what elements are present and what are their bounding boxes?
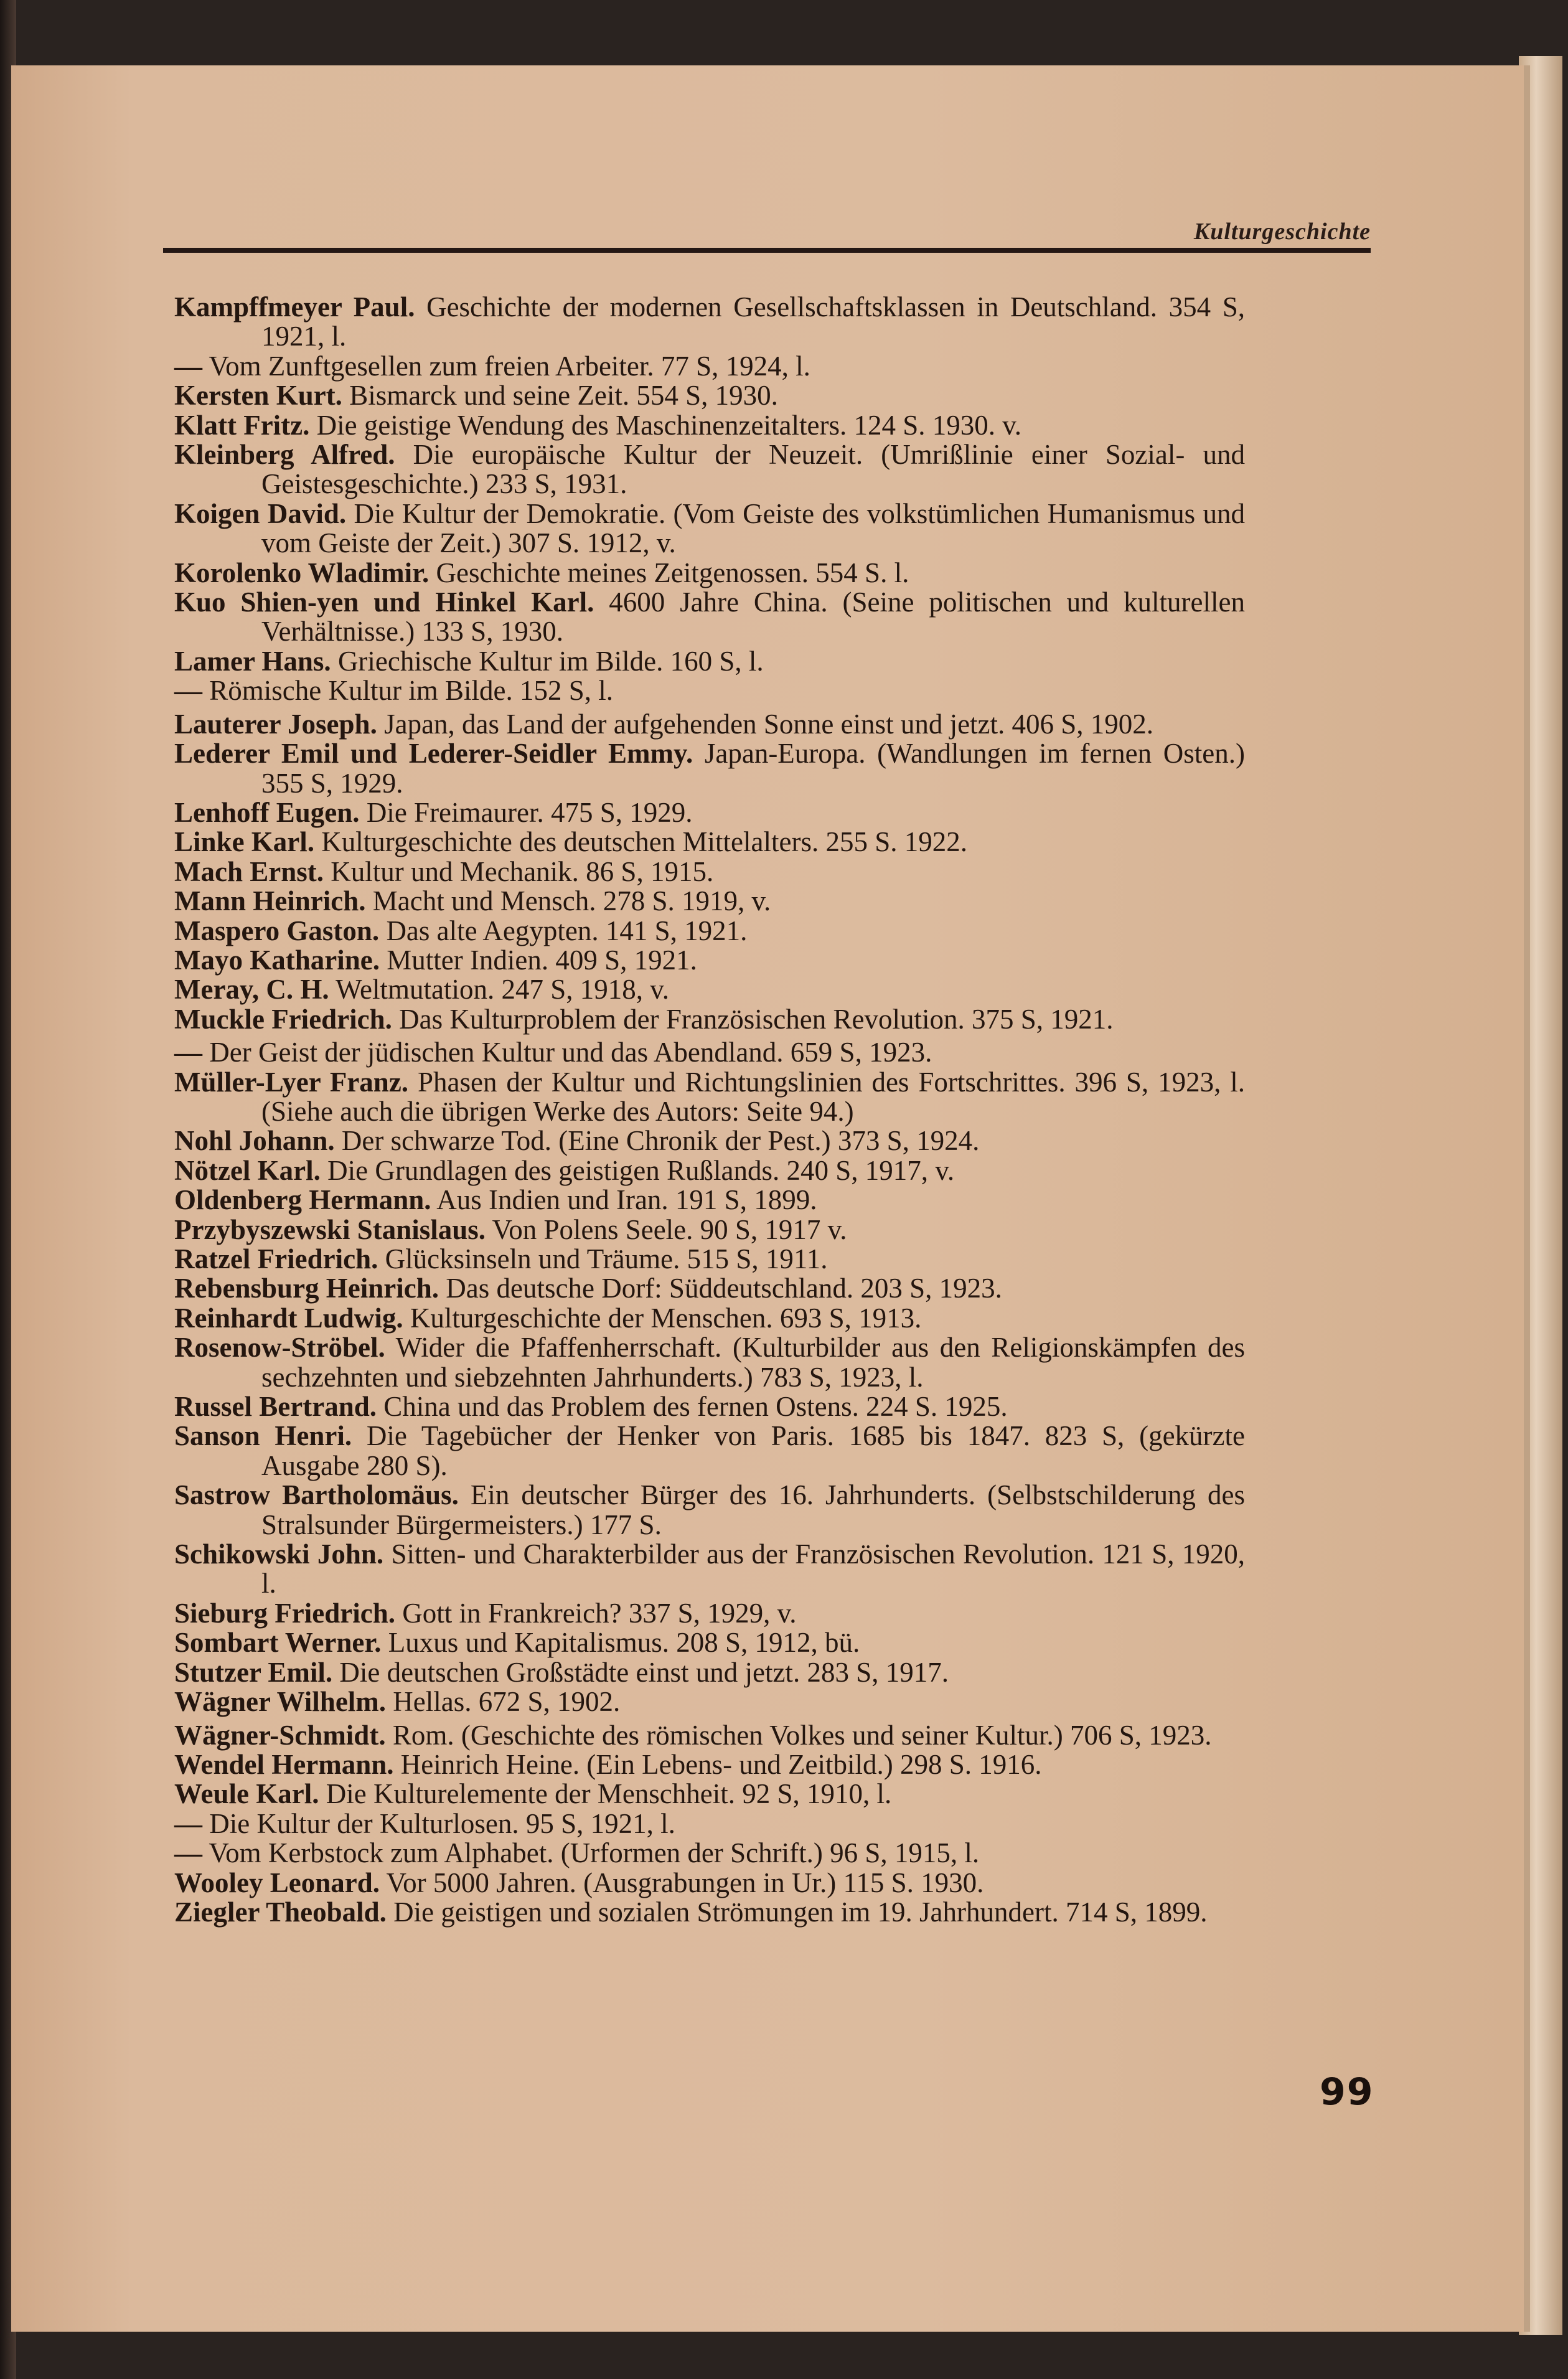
entry-text: Die Kulturelemente der Menschheit. 92 S, 1910, l.: [319, 1778, 892, 1810]
entry-author: Maspero Gaston.: [174, 915, 380, 946]
entry-text: Die Grundlagen des geistigen Rußlands. 240 S, 1917, v.: [320, 1154, 955, 1186]
bibliography-entry: [174, 1185, 1245, 1215]
bibliography-entry: [174, 352, 1245, 381]
entry-text: Japan-Europa. (Wandlungen im fernen Osten.) 355 S, 1929.: [261, 738, 1245, 799]
entry-author: Rebensburg Heinrich.: [174, 1273, 439, 1304]
entry-author: Korolenko Wladimir.: [174, 557, 430, 588]
entry-text: Kulturgeschichte des deutschen Mittelalters. 255 S. 1922.: [314, 826, 968, 858]
entry-text: Sitten- und Charakterbilder aus der Französischen Revolution. 121 S, 1920, l.: [261, 1538, 1245, 1599]
entry-author: Koigen David.: [174, 497, 347, 529]
entry-author: Lederer Emil und Lederer-Seidler Emmy.: [174, 738, 693, 770]
entry-text: Die deutschen Großstädte einst und jetzt. 283 S, 1917.: [332, 1656, 949, 1688]
entry-author: Kampffmeyer Paul.: [174, 291, 415, 323]
running-header: [163, 218, 1371, 255]
entry-author: Meray, C. H.: [174, 974, 329, 1006]
bibliography-entry: [174, 857, 1245, 887]
bibliography-entry: [174, 975, 1245, 1004]
bibliography-entry: [174, 1628, 1245, 1657]
entry-author: —: [174, 1837, 202, 1869]
entry-author: Przybyszewski Stanislaus.: [174, 1213, 486, 1245]
bibliography-entry: [174, 499, 1245, 558]
entry-text: Die Kultur der Demokratie. (Vom Geiste des volkstümlichen Humanismus und vom Geiste der Zeit.) 307 S. 1912, v.: [261, 497, 1245, 559]
entry-author: Weule Karl.: [174, 1778, 319, 1810]
bibliography-entry: [174, 946, 1245, 975]
bibliography-entry: [174, 1215, 1245, 1245]
entry-text: Luxus und Kapitalismus. 208 S, 1912, bü.: [381, 1627, 860, 1659]
entry-author: Ziegler Theobald.: [174, 1896, 387, 1928]
bibliography-entry: [174, 1481, 1245, 1540]
bibliography-entry: [174, 1687, 1245, 1717]
entry-author: Lauterer Joseph.: [174, 708, 377, 740]
entry-text: Heinrich Heine. (Ein Lebens- und Zeitbild.) 298 S. 1916.: [393, 1748, 1042, 1780]
bibliography-entry: [174, 798, 1245, 827]
entry-text: Kulturgeschichte der Menschen. 693 S, 1913.: [403, 1302, 922, 1334]
entry-text: Aus Indien und Iran. 191 S, 1899.: [431, 1184, 817, 1216]
entry-text: Griechische Kultur im Bilde. 160 S, l.: [331, 645, 764, 677]
bibliography-entry: [174, 1658, 1245, 1687]
bibliography-entry: [174, 1304, 1245, 1333]
entry-author: —: [174, 350, 202, 382]
entry-text: Rom. (Geschichte des römischen Volkes und seiner Kultur.) 706 S, 1923.: [385, 1719, 1212, 1751]
bibliography-entry: [174, 739, 1245, 798]
entry-author: Wägner-Schmidt.: [174, 1719, 386, 1751]
bibliography-entry: [174, 411, 1245, 440]
entry-author: Mann Heinrich.: [174, 885, 366, 917]
entry-text: Hellas. 672 S, 1902.: [386, 1686, 621, 1718]
entry-text: Wider die Pfaffenherrschaft. (Kulturbilder aus den Religionskämpfen des sechzehnten und siebzehnten Jahrhunderts.) 783 S, 1923, l.: [261, 1332, 1245, 1393]
bibliography-entry: [174, 1333, 1245, 1392]
bibliography-list: [174, 293, 1245, 1927]
bibliography-entry: [174, 1392, 1245, 1421]
entry-author: Sanson Henri.: [174, 1420, 352, 1452]
entry-author: Nötzel Karl.: [174, 1154, 321, 1186]
entry-text: Geschichte meines Zeitgenossen. 554 S. l.: [429, 557, 909, 588]
bibliography-entry: [174, 381, 1245, 410]
entry-text: Glücksinseln und Träume. 515 S, 1911.: [378, 1243, 828, 1274]
entry-text: Das deutsche Dorf: Süddeutschland. 203 S, 1923.: [439, 1273, 1002, 1304]
bibliography-entry: [174, 1540, 1245, 1599]
entry-text: Vor 5000 Jahren. (Ausgrabungen in Ur.) 115 S. 1930.: [380, 1867, 984, 1898]
bibliography-entry: [174, 1274, 1245, 1303]
entry-text: Die Freimaurer. 475 S, 1929.: [359, 796, 693, 828]
entry-text: Die geistigen und sozialen Strömungen im 19. Jahrhundert. 714 S, 1899.: [386, 1896, 1208, 1928]
entry-text: Die geistige Wendung des Maschinenzeitalters. 124 S. 1930. v.: [309, 409, 1022, 441]
entry-author: Ratzel Friedrich.: [174, 1243, 378, 1274]
bibliography-entry: [174, 440, 1245, 499]
bibliography-entry: [174, 1898, 1245, 1927]
entry-author: —: [174, 1807, 202, 1839]
bibliography-entry: [174, 1750, 1245, 1779]
entry-author: Reinhardt Ludwig.: [174, 1302, 403, 1334]
entry-text: Weltmutation. 247 S, 1918, v.: [329, 974, 670, 1006]
bibliography-entry: [174, 676, 1245, 705]
bibliography-entry: [174, 887, 1245, 916]
entry-text: Gott in Frankreich? 337 S, 1929, v.: [395, 1597, 797, 1629]
bibliography-entry: [174, 710, 1245, 739]
bibliography-entry: [174, 647, 1245, 676]
entry-text: Vom Kerbstock zum Alphabet. (Urformen der Schrift.) 96 S, 1915, l.: [202, 1837, 980, 1869]
entry-author: Rosenow-Ströbel.: [174, 1332, 385, 1364]
entry-author: —: [174, 675, 202, 707]
bibliography-entry: [174, 1809, 1245, 1839]
entry-text: Geschichte der modernen Gesellschaftsklassen in Deutschland. 354 S, 1921, l.: [261, 291, 1245, 352]
entry-author: Linke Karl.: [174, 826, 315, 858]
entry-author: Mayo Katharine.: [174, 944, 380, 976]
entry-text: Das alte Aegypten. 141 S, 1921.: [379, 915, 748, 946]
entry-text: Die europäische Kultur der Neuzeit. (Umrißlinie einer Sozial- und Geistesgeschichte.) 233 S, 1931.: [261, 439, 1245, 500]
entry-author: Lenhoff Eugen.: [174, 796, 360, 828]
bibliography-entry: [174, 827, 1245, 857]
entry-author: Kersten Kurt.: [174, 380, 342, 412]
bibliography-entry: [174, 1126, 1245, 1156]
entry-text: 4600 Jahre China. (Seine politischen und kulturellen Verhältnisse.) 133 S, 1930.: [261, 587, 1245, 648]
entry-author: Muckle Friedrich.: [174, 1003, 392, 1035]
bibliography-entry: [174, 916, 1245, 946]
entry-author: Lamer Hans.: [174, 645, 331, 677]
entry-text: Mutter Indien. 409 S, 1921.: [379, 944, 697, 976]
bibliography-entry: [174, 558, 1245, 588]
entry-author: Wendel Hermann.: [174, 1748, 394, 1780]
entry-author: Oldenberg Hermann.: [174, 1184, 431, 1216]
entry-author: Wägner Wilhelm.: [174, 1686, 387, 1718]
entry-text: Phasen der Kultur und Richtungslinien des Fortschrittes. 396 S, 1923, l. (Siehe auch die übrigen Werke des Autors: Seite 94.): [261, 1066, 1245, 1127]
bibliography-entry: [174, 1721, 1245, 1750]
bibliography-entry: [174, 1779, 1245, 1809]
entry-author: Wooley Leonard.: [174, 1867, 380, 1898]
bibliography-entry: [174, 1599, 1245, 1628]
bibliography-entry: [174, 1245, 1245, 1274]
entry-author: Nohl Johann.: [174, 1125, 335, 1157]
entry-text: Kultur und Mechanik. 86 S, 1915.: [324, 855, 714, 887]
page-number: 99: [1320, 2070, 1374, 2114]
section-title: Kulturgeschichte: [1193, 219, 1371, 245]
entry-author: Sieburg Friedrich.: [174, 1597, 395, 1629]
bibliography-entry: [174, 1156, 1245, 1185]
bibliography-entry: [174, 1005, 1245, 1034]
entry-text: Vom Zunftgesellen zum freien Arbeiter. 77 S, 1924, l.: [202, 350, 810, 382]
bibliography-entry: [174, 1868, 1245, 1898]
entry-text: Japan, das Land der aufgehenden Sonne einst und jetzt. 406 S, 1902.: [377, 708, 1154, 740]
entry-text: Das Kulturproblem der Französischen Revolution. 375 S, 1921.: [392, 1003, 1114, 1035]
entry-author: Russel Bertrand.: [174, 1391, 377, 1423]
bibliography-entry: [174, 1421, 1245, 1481]
header-rule: [163, 248, 1371, 253]
entry-text: Der Geist der jüdischen Kultur und das Abendland. 659 S, 1923.: [202, 1037, 932, 1068]
entry-author: Kuo Shien-yen und Hinkel Karl.: [174, 587, 594, 618]
bibliography-entry: [174, 1839, 1245, 1868]
entry-author: Müller-Lyer Franz.: [174, 1066, 409, 1098]
entry-text: Der schwarze Tod. (Eine Chronik der Pest.) 373 S, 1924.: [334, 1125, 980, 1157]
entry-text: Die Tagebücher der Henker von Paris. 1685 bis 1847. 823 S, (gekürzte Ausgabe 280 S).: [261, 1420, 1245, 1481]
entry-author: Klatt Fritz.: [174, 409, 310, 441]
entry-author: Sastrow Bartholomäus.: [174, 1479, 459, 1511]
entry-author: Schikowski John.: [174, 1538, 384, 1570]
entry-text: Macht und Mensch. 278 S. 1919, v.: [365, 885, 771, 917]
entry-text: China und das Problem des fernen Ostens. 224 S. 1925.: [377, 1391, 1008, 1423]
entry-author: —: [174, 1037, 202, 1068]
entry-author: Stutzer Emil.: [174, 1656, 333, 1688]
entry-author: Mach Ernst.: [174, 855, 324, 887]
bibliography-entry: [174, 1068, 1245, 1127]
entry-author: Kleinberg Alfred.: [174, 439, 395, 471]
entry-text: Bismarck und seine Zeit. 554 S, 1930.: [342, 380, 778, 412]
entry-author: Sombart Werner.: [174, 1627, 382, 1659]
entry-text: Die Kultur der Kulturlosen. 95 S, 1921, l.: [202, 1807, 675, 1839]
entry-text: Römische Kultur im Bilde. 152 S, l.: [202, 675, 613, 707]
bibliography-entry: [174, 1038, 1245, 1067]
bibliography-entry: [174, 293, 1245, 352]
entry-text: Ein deutscher Bürger des 16. Jahrhunderts. (Selbstschilderung des Stralsunder Bürgermeisters.) 177 S.: [261, 1479, 1245, 1540]
bibliography-entry: [174, 588, 1245, 647]
entry-text: Von Polens Seele. 90 S, 1917 v.: [486, 1213, 847, 1245]
